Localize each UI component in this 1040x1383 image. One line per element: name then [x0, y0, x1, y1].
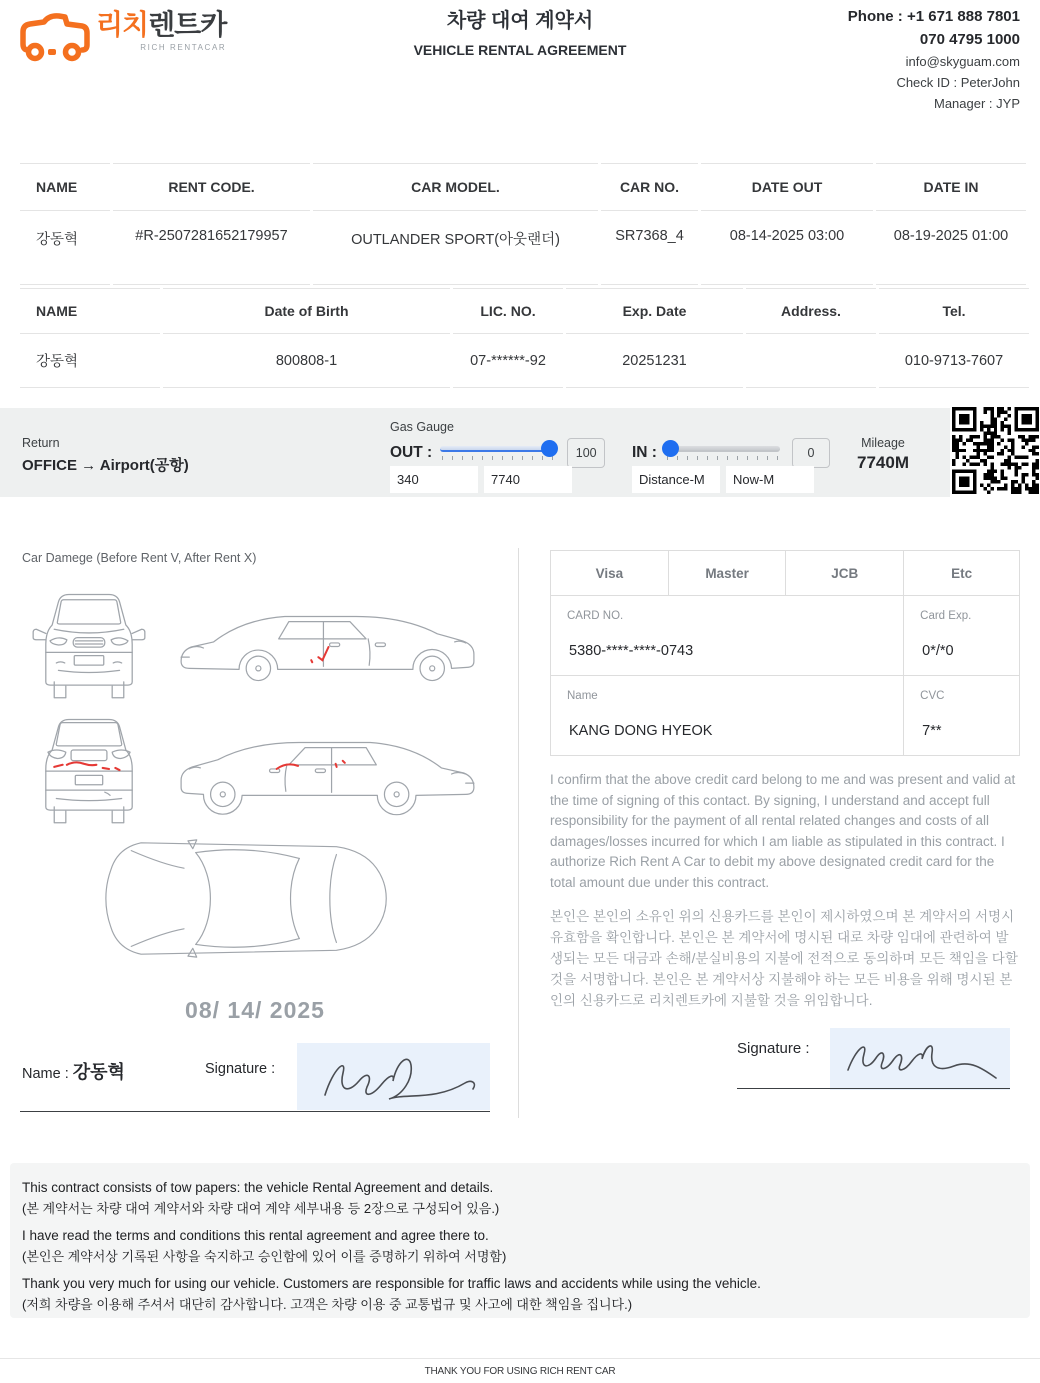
col-header-lic-no: LIC. NO. [453, 288, 563, 334]
gas-in-slider-thumb[interactable] [662, 440, 679, 457]
gas-out-value: 100 [567, 438, 605, 468]
driver-info-table [20, 288, 1020, 388]
phone-secondary: 070 4795 1000 [919, 31, 1020, 48]
company-logo [20, 8, 226, 64]
manager: Manager : JYP [934, 96, 1020, 111]
return-route: OFFICE → Airport(공항) [22, 457, 189, 474]
col-header-date-out: DATE OUT [701, 163, 873, 211]
return-label: Return [22, 436, 60, 450]
card-number-label: CARD NO. [567, 610, 624, 622]
gas-out-ticks [440, 456, 555, 460]
car-model: OUTLANDER SPORT(아웃랜더) [313, 211, 598, 285]
signature-left-label: Signature : [205, 1061, 276, 1077]
car-rear-view-diagram[interactable] [30, 710, 148, 828]
driver-tel: 010-9713-7607 [879, 334, 1029, 388]
col-header-tel: Tel. [879, 288, 1029, 334]
card-brand-master[interactable]: Master [668, 551, 786, 596]
terms-line3-en: Thank you very much for using our vehicle. Customers are responsible for traffic laws and accidents while using the vehicle. [22, 1276, 761, 1291]
car-side-right-view-diagram[interactable] [175, 722, 480, 824]
email: info@skyguam.com [905, 54, 1020, 69]
driver-name: 강동혁 [20, 334, 160, 388]
card-exp-value: 0*/*0 [922, 643, 954, 659]
car-front-view-diagram[interactable] [30, 585, 148, 703]
check-id: Check ID : PeterJohn [896, 75, 1020, 90]
signature-left-pad[interactable] [297, 1043, 490, 1110]
car-damage-label: Car Damege (Before Rent V, After Rent X) [22, 551, 257, 565]
col-header-dob: Date of Birth [163, 288, 450, 334]
logo-wordmark [96, 8, 226, 42]
terms-line2-kr: (본인은 계약서상 기록된 사항을 숙지하고 승인함에 있어 이를 증명하기 위하여 서명함) [22, 1249, 507, 1264]
card-brand-visa[interactable]: Visa [551, 551, 669, 596]
card-exp-label: Card Exp. [920, 610, 972, 622]
card-brand-etc[interactable]: Etc [904, 551, 1020, 596]
card-cvc-cell [904, 676, 1020, 756]
col-header-exp-date: Exp. Date [566, 288, 743, 334]
truck-logo-icon [20, 12, 92, 64]
gas-in-slider[interactable] [665, 446, 780, 460]
gas-out-label: OUT : [390, 444, 433, 461]
car-side-left-view-diagram[interactable] [175, 596, 480, 698]
signer-name-label: Name : [22, 1066, 69, 1082]
car-top-view-diagram[interactable] [100, 835, 397, 962]
contact-info [848, 5, 1020, 114]
col-header-driver-name: NAME [20, 288, 160, 334]
col-header-date-in: DATE IN [876, 163, 1026, 211]
gas-out-slider[interactable] [440, 446, 555, 460]
driver-dob: 800808-1 [163, 334, 450, 388]
mileage-value: 7740M [857, 453, 909, 472]
signer-name: 강동혁 [72, 1062, 125, 1082]
card-holder-value: KANG DONG HYEOK [569, 723, 713, 739]
logo-kr-dark: 렌트카 [148, 9, 227, 40]
thank-you-text: THANK YOU FOR USING RICH RENT CAR [424, 1366, 616, 1377]
logo-kr-orange: 리치 [96, 9, 149, 40]
terms-footer [10, 1163, 1030, 1318]
bottom-divider [0, 1358, 1040, 1359]
out-mileage-input[interactable] [484, 466, 572, 493]
card-number-cell [551, 596, 904, 676]
driver-address [746, 334, 876, 388]
card-brand-jcb[interactable]: JCB [786, 551, 904, 596]
page-title-korean: 차량 대여 계약서 [446, 10, 594, 32]
card-holder-cell [551, 676, 904, 756]
col-header-car-no: CAR NO. [601, 163, 698, 211]
col-header-car-model: CAR MODEL. [313, 163, 598, 211]
terms-line1-kr: (본 계약서는 차량 대여 계약서와 차량 대여 계약 세부내용 등 2장으로 구성되어 있음.) [22, 1201, 500, 1216]
col-header-rent-code: RENT CODE. [113, 163, 310, 211]
gas-gauge-label: Gas Gauge [390, 420, 454, 434]
car-no: SR7368_4 [601, 211, 698, 285]
col-header-address: Address. [746, 288, 876, 334]
terms-line1-en: This contract consists of tow papers: the vehicle Rental Agreement and details. [22, 1180, 494, 1195]
terms-line3-kr: (저희 차량을 이용해 주셔서 대단히 감사합니다. 고객은 차량 이용 중 교통법규 및 사고에 대한 책임을 집니다.) [22, 1297, 633, 1312]
gas-in-label: IN : [632, 444, 657, 461]
confirmation-text-english: I confirm that the above credit card belong to me and was present and valid at the time of signing of this contact. By signing, I understand and accept full responsibility for the payment of all rental related changes and costs of all damages/losses incurred for which I am liable as stipulated in this contract. I authorize Rich Rent A Car to debit my above designated credit card for the total amount due under this contract. [550, 772, 1016, 890]
card-cvc-label: CVC [920, 690, 945, 702]
signature-left-line [20, 1111, 490, 1112]
confirmation-text-korean: 본인은 본인의 소유인 위의 신용카드를 본인이 제시하였으며 본 계약서의 서명시 유효함을 확인합니다. 본인은 본 계약서에 명시된 대로 차량 임대에 관련하여 발생되는 모든 대금과 손해/분실비용의 지불에 전적으로 동의하며 모든 책임을 다할 것을 서명합니다. 본인은 본 계약서상 지불해야 하는 모든 비용을 위해 명시된 본인의 신용카드로 리치렌트카에 지불할 것을 위임합니다. [550, 909, 1018, 1008]
in-distance-input[interactable] [632, 466, 720, 493]
phone-primary: Phone : +1 671 888 7801 [847, 8, 1020, 25]
col-header-name: NAME [20, 163, 110, 211]
logo-subtitle: RICH RENTACAR [140, 43, 227, 52]
credit-card-table [550, 550, 1020, 756]
signature-right-pad[interactable] [830, 1028, 1010, 1090]
card-cvc-value: 7** [922, 723, 942, 739]
gas-in-value: 0 [792, 438, 830, 468]
driver-lic-no: 07-******-92 [453, 334, 563, 388]
in-mileage-input[interactable] [726, 466, 814, 493]
terms-line2-en: I have read the terms and conditions this rental agreement and agree there to. [22, 1228, 489, 1243]
date-out: 08-14-2025 03:00 [701, 211, 873, 285]
gas-out-slider-thumb[interactable] [541, 440, 558, 457]
driver-exp-date: 20251231 [566, 334, 743, 388]
signature-right-label: Signature : [737, 1040, 810, 1057]
column-divider [518, 548, 519, 1118]
qr-code [952, 407, 1039, 494]
page-title-english: VEHICLE RENTAL AGREEMENT [413, 42, 627, 58]
mileage-label: Mileage [861, 436, 905, 450]
gas-in-ticks [665, 456, 780, 460]
signature-date: 08/ 14/ 2025 [185, 997, 325, 1023]
rent-code: #R-2507281652179957 [113, 211, 310, 285]
renter-name: 강동혁 [20, 211, 110, 285]
out-distance-input[interactable] [390, 466, 478, 493]
card-holder-label: Name [567, 690, 598, 702]
rental-info-table [20, 163, 1020, 285]
signature-right-line [737, 1088, 1010, 1089]
date-in: 08-19-2025 01:00 [876, 211, 1026, 285]
card-exp-cell [904, 596, 1020, 676]
card-number-value: 5380-****-****-0743 [569, 643, 694, 659]
